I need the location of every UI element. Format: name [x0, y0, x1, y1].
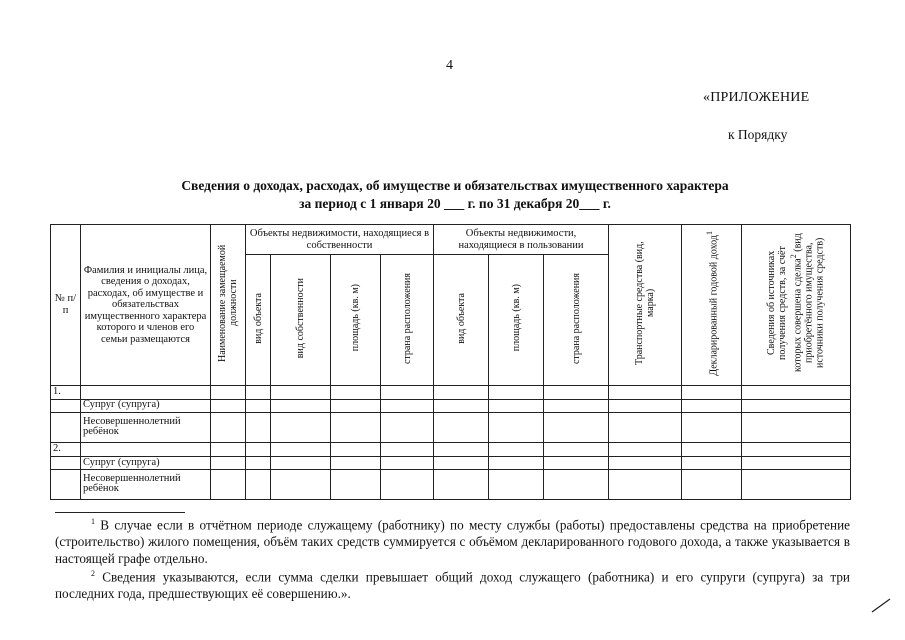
row-empty-cell [434, 412, 489, 442]
row-empty-cell [434, 469, 489, 499]
row-empty-cell [609, 385, 682, 399]
row-empty-cell [609, 456, 682, 469]
row-empty-cell [331, 399, 381, 412]
annex-title: «ПРИЛОЖЕНИЕ [703, 90, 810, 105]
header-sources-label: Сведения об источниках получения средств, за счёт которых совершена сделка [766, 246, 804, 373]
header-sources-text [766, 228, 825, 378]
row-empty-cell [544, 442, 609, 456]
header-owned-ownership-text: вид собственности [295, 277, 306, 359]
row-empty-cell [544, 385, 609, 399]
row-empty-cell [489, 469, 544, 499]
footnote-ref-2: 2 [789, 254, 799, 259]
row-empty-cell [246, 412, 271, 442]
table-row [51, 469, 851, 499]
header-use-type [434, 255, 489, 385]
row-empty-cell [246, 442, 271, 456]
footnote-1-mark: 1 [91, 517, 95, 526]
row-empty-cell [331, 385, 381, 399]
table-row [51, 412, 851, 442]
header-owned-country-text: страна расположения [401, 272, 413, 364]
row-empty-cell [381, 385, 434, 399]
row-empty-cell [682, 456, 742, 469]
row-empty-cell [682, 442, 742, 456]
header-position-text: Наименование замещаемой должности [217, 244, 239, 362]
row-empty-cell [544, 399, 609, 412]
row-empty-cell [331, 456, 381, 469]
row-empty-cell [211, 385, 246, 399]
footnote-1-text: В случае если в отчётном периоде служащему (работнику) по месту службы (работы) предоставлены средства на приобретение (строительство) жилого помещения, объём таких средств суммируется с объёмом декларированного годового дохода, а также указывается в настоящей графе отдельно. [55, 517, 850, 566]
header-owned-type-text: вид объекта [252, 292, 264, 344]
table-row [51, 442, 851, 456]
row-empty-cell [609, 412, 682, 442]
row-empty-cell [489, 442, 544, 456]
header-owned-group: Объекты недвижимости, находящиеся в собственности [246, 225, 434, 255]
row-empty-cell [434, 385, 489, 399]
row-empty-cell [742, 442, 851, 456]
header-owned-ownership [271, 255, 331, 385]
row-empty-cell [271, 442, 331, 456]
header-use-area-text: площадь (кв. м) [510, 284, 522, 352]
header-position [211, 225, 246, 386]
row-empty-cell [489, 456, 544, 469]
row-num-cell: 2. [51, 442, 81, 456]
row-empty-cell [246, 456, 271, 469]
row-empty-cell [246, 399, 271, 412]
row-empty-cell [271, 412, 331, 442]
row-empty-cell [742, 469, 851, 499]
declaration-table [50, 224, 851, 500]
header-owned-type [246, 255, 271, 385]
row-num-cell: 1. [51, 385, 81, 399]
header-income [682, 225, 742, 386]
header-use-group: Объекты недвижимости, находящиеся в пользовании [434, 225, 609, 255]
header-use-country [544, 255, 609, 385]
row-empty-cell [489, 399, 544, 412]
row-empty-cell [489, 412, 544, 442]
header-owned-country [381, 255, 434, 385]
row-empty-cell [331, 469, 381, 499]
annex-subtitle: к Порядку [728, 127, 788, 142]
row-empty-cell [381, 412, 434, 442]
header-use-country-text: страна расположения [570, 272, 582, 364]
header-use-area [489, 255, 544, 385]
footnote-2-mark: 2 [91, 569, 95, 578]
row-empty-cell [742, 456, 851, 469]
row-empty-cell [271, 456, 331, 469]
footnote-divider [55, 512, 185, 513]
row-empty-cell [489, 385, 544, 399]
row-num-cell [51, 469, 81, 499]
document-title-line2: за период с 1 января 20 ___ г. по 31 декабря 20___ г. [299, 196, 611, 211]
row-empty-cell [331, 442, 381, 456]
table-body [51, 385, 851, 499]
row-empty-cell [211, 399, 246, 412]
row-empty-cell [434, 442, 489, 456]
row-empty-cell [544, 469, 609, 499]
row-empty-cell [271, 399, 331, 412]
header-vehicles [609, 225, 682, 386]
row-name-cell [81, 442, 211, 456]
document-title [60, 177, 850, 213]
row-empty-cell [211, 442, 246, 456]
row-empty-cell [271, 469, 331, 499]
row-empty-cell [742, 385, 851, 399]
document-title-line1: Сведения о доходах, расходах, об имуществе и обязательствах имущественного характера [181, 178, 729, 193]
header-person: Фамилия и инициалы лица, сведения о доходах, расходах, об имуществе и обязательствах имущественного характера которого и членов его семьи размещаются [81, 225, 211, 386]
row-empty-cell [742, 399, 851, 412]
row-empty-cell [381, 442, 434, 456]
header-income-text [704, 231, 719, 376]
row-name-cell: Супруг (супруга) [81, 399, 211, 412]
page-number: 4 [446, 58, 453, 73]
row-empty-cell [434, 456, 489, 469]
row-empty-cell [246, 469, 271, 499]
header-sources [742, 225, 851, 386]
footnote-1 [55, 514, 850, 567]
header-row-groups [51, 225, 851, 255]
header-use-type-text: вид объекта [455, 292, 467, 344]
row-name-cell [81, 385, 211, 399]
header-vehicles-text: Транспортные средства (вид, марка) [634, 241, 657, 365]
row-empty-cell [742, 412, 851, 442]
row-empty-cell [271, 385, 331, 399]
row-empty-cell [211, 469, 246, 499]
row-name-cell: Несовершеннолетний ребёнок [81, 412, 211, 442]
row-empty-cell [246, 385, 271, 399]
row-empty-cell [381, 399, 434, 412]
row-num-cell [51, 456, 81, 469]
row-empty-cell [682, 399, 742, 412]
row-empty-cell [211, 412, 246, 442]
row-name-cell: Несовершеннолетний ребёнок [81, 469, 211, 499]
row-empty-cell [211, 456, 246, 469]
row-empty-cell [544, 456, 609, 469]
row-num-cell [51, 412, 81, 442]
table-row [51, 399, 851, 412]
table-row [51, 456, 851, 469]
header-num: № п/п [51, 225, 81, 386]
row-num-cell [51, 399, 81, 412]
header-income-label: Декларированный годовой доход [708, 234, 720, 376]
row-empty-cell [609, 399, 682, 412]
footnote-2 [55, 566, 850, 603]
footnote-ref-1: 1 [704, 230, 714, 235]
row-empty-cell [434, 399, 489, 412]
row-empty-cell [381, 456, 434, 469]
row-empty-cell [609, 442, 682, 456]
row-empty-cell [381, 469, 434, 499]
footnote-2-text: Сведения указываются, если сумма сделки превышает общий доход служащего (работника) и его супруги (супруга) за три последних года, предшествующих её совершению.». [55, 569, 850, 601]
row-empty-cell [609, 469, 682, 499]
header-sources-detail: (вид приобретённого имущества, источники получения средств) [792, 233, 826, 369]
header-owned-area [331, 255, 381, 385]
table-row [51, 385, 851, 399]
row-empty-cell [682, 469, 742, 499]
pen-stroke-mark [870, 596, 894, 614]
header-owned-area-text: площадь (кв. м) [350, 284, 361, 352]
row-empty-cell [682, 385, 742, 399]
row-empty-cell [331, 412, 381, 442]
row-empty-cell [544, 412, 609, 442]
row-name-cell: Супруг (супруга) [81, 456, 211, 469]
row-empty-cell [682, 412, 742, 442]
